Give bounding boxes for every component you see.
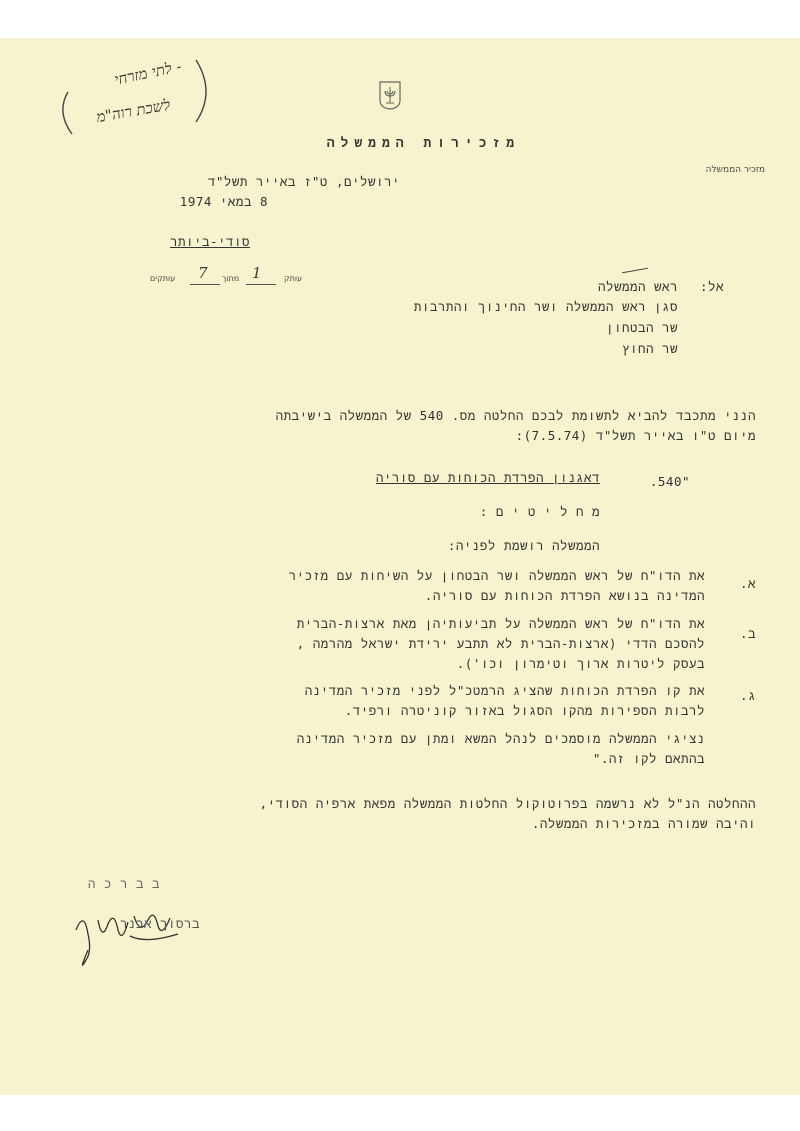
recipient-3: שר הבטחון xyxy=(605,320,678,335)
date-hebrew: ירושלים, ט"ז באייר תשל"ד xyxy=(207,174,400,189)
item-b-line-1: את הדו"ח של ראש הממשלה על תביעותיהן מאת ארצות-הברית xyxy=(296,616,705,631)
document-page xyxy=(0,38,800,1095)
decision-lead: הממשלה רושמת לפניה: xyxy=(447,538,600,553)
copy-label-copies: עותקים xyxy=(150,274,176,283)
copy-label-of: מתוך xyxy=(222,274,240,283)
item-a-line-1: את הדו"ח של ראש הממשלה ושר הבטחון על השיחות עם מזכיר xyxy=(288,568,705,583)
recipients-to-label: אל: xyxy=(699,279,724,294)
recipient-1: ראש הממשלה xyxy=(597,279,678,294)
intro-line-2: מיום ט"ו באייר תשל"ד (7.5.74): xyxy=(515,428,756,443)
decision-closing-line-1: נציגי הממשלה מוסמכים לנהל המשא ומתן עם מזכיר המדינה xyxy=(296,731,705,746)
item-b-line-3: בעסק ליטרות ארוך וטימרון וכו'). xyxy=(456,656,705,671)
date-gregorian: 8 במאי 1974 xyxy=(179,194,268,209)
decision-number: "540. xyxy=(649,474,690,489)
item-c-line-2: לרבות הספירות מהקו הסגול באזור קוניטרה ורפיד. xyxy=(344,703,705,718)
decision-closing-line-2: בהתאם לקו זה." xyxy=(592,751,705,766)
item-c-letter: ג. xyxy=(739,688,756,703)
copy-number: 1 xyxy=(252,264,262,282)
signature-closing: ב ב ר כ ה xyxy=(87,876,160,891)
decision-title: דאגנון הפרדת הכוחות עם סוריה xyxy=(375,470,600,485)
copy-label-copy: עותק xyxy=(284,274,303,283)
item-b-line-2: להסכם הדדי (ארצות-הברית לא תתבע ירידת ישראל מהרמה , xyxy=(296,636,705,651)
recipient-2: סגן ראש הממשלה ושר החינוך והתרבות xyxy=(413,299,678,314)
classification-stamp: סודי-ביותר xyxy=(169,234,250,249)
handwritten-note xyxy=(56,52,216,142)
intro-line-1: הנני מתכבד להביא לתשומת לבכם החלטה מס. 540 של הממשלה בישיבתה xyxy=(275,408,756,423)
item-c-line-1: את קו הפרדת הכוחות שהציג הרמטכ"ל לפני מזכיר המדינה xyxy=(304,683,705,698)
footer-note-line-2: והיבה שמורה במזכירות הממשלה. xyxy=(531,816,756,831)
footer-note-line-1: ההחלטה הנ"ל לא נרשמה בפרוטוקול החלטות הממשלה מפאת ארפיה הסודי, xyxy=(259,796,756,811)
copy-total: 7 xyxy=(198,264,208,282)
state-emblem-icon xyxy=(378,80,402,110)
signature-name: ברסוך אבנר xyxy=(119,916,200,931)
decision-resolved: מ ח ל י ט י ם : xyxy=(479,504,600,519)
recipient-4: שר החוץ xyxy=(621,341,678,356)
handwritten-check-mark xyxy=(622,268,648,273)
letterhead-side-label: מזכיר הממשלה xyxy=(705,165,765,175)
handwritten-line-2: לשכת רוה"מ xyxy=(94,95,172,127)
item-a-letter: א. xyxy=(739,576,756,591)
item-b-letter: ב. xyxy=(739,626,756,641)
handwritten-line-1: לתי מזרחי - xyxy=(112,57,183,89)
handwritten-signature xyxy=(58,890,198,980)
item-a-line-2: המדינה בנושא הפרדת הכוחות עם סוריה. xyxy=(424,588,705,603)
letterhead-title: מזכירות הממשלה xyxy=(326,136,520,151)
